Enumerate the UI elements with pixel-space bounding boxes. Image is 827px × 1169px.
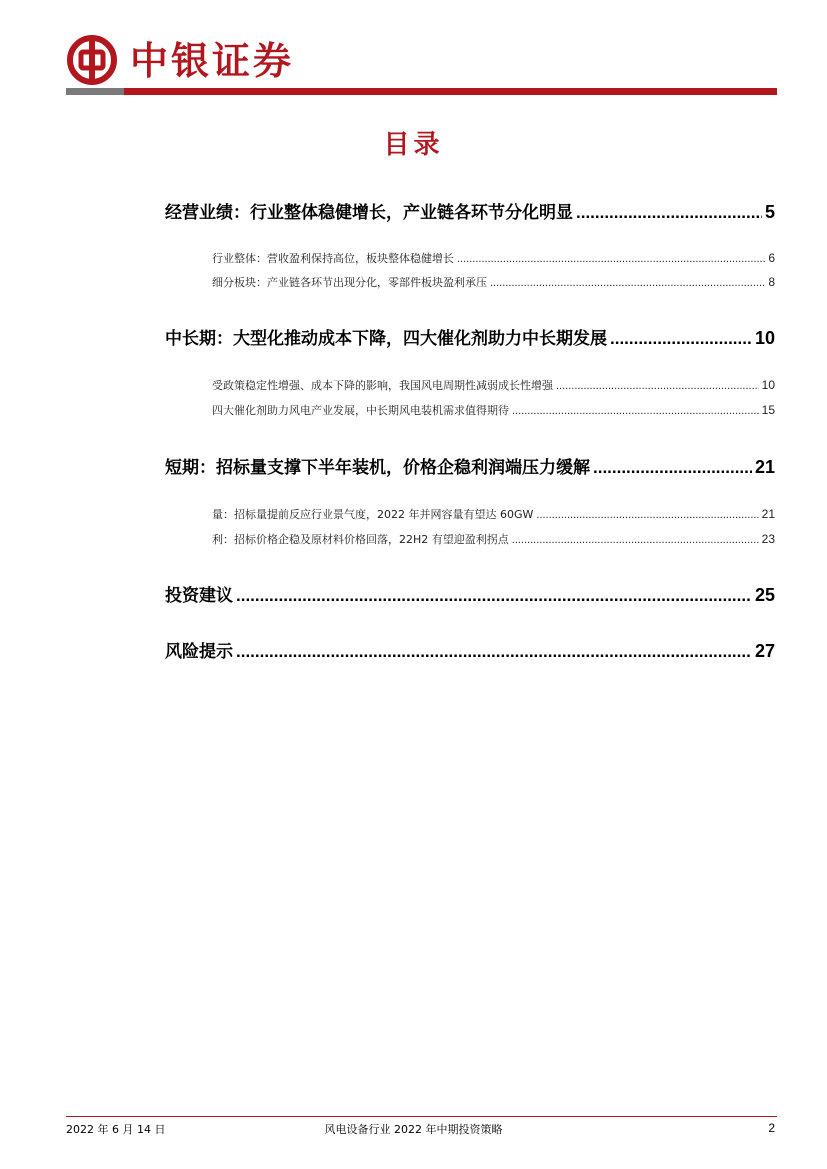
toc-entry-text: 量：招标量提前反应行业景气度，2022 年并网容量有望达 60GW <box>212 508 534 521</box>
toc-entry[interactable] <box>212 506 775 522</box>
toc-leader-dots <box>536 509 758 521</box>
toc-entry-page: 25 <box>754 585 775 605</box>
toc-entry[interactable] <box>212 402 775 418</box>
toc-entry[interactable] <box>212 274 775 290</box>
footer-date: 2022 年 6 月 14 日 <box>66 1123 166 1136</box>
toc-entry[interactable] <box>165 324 775 348</box>
footer-page-number: 2 <box>768 1121 775 1135</box>
toc-leader-dots <box>236 586 752 606</box>
toc-entry-page: 21 <box>761 507 775 521</box>
toc-leader-dots <box>556 380 759 392</box>
toc-entry[interactable] <box>165 581 775 605</box>
toc-leader-dots <box>236 642 752 662</box>
toc-entry-page: 23 <box>761 532 775 546</box>
bank-of-china-logo-icon <box>66 34 118 86</box>
brand-name: 中银证券 <box>130 38 295 83</box>
toc-entry-text: 风险提示 <box>165 642 233 662</box>
toc-entry-text: 行业整体：营收盈利保持高位，板块整体稳健增长 <box>212 252 454 265</box>
toc-entry-text: 受政策稳定性增强、成本下降的影响，我国风电周期性减弱成长性增强 <box>212 379 553 392</box>
toc-entry-page: 10 <box>761 378 775 392</box>
toc-leader-dots <box>457 253 765 265</box>
toc-entry-page: 5 <box>764 202 775 222</box>
toc-entry-text: 细分板块：产业链各环节出现分化，零部件板块盈利承压 <box>212 276 487 289</box>
toc-leader-dots <box>576 203 762 223</box>
toc-entry-page: 8 <box>768 275 775 289</box>
header-rule-red <box>124 88 777 95</box>
header-rule-gray <box>66 88 124 95</box>
toc-entry[interactable] <box>165 637 775 661</box>
toc-entry-page: 27 <box>754 641 775 661</box>
toc-entry-text: 四大催化剂助力风电产业发展，中长期风电装机需求值得期待 <box>212 404 509 417</box>
toc-entry[interactable] <box>165 453 775 477</box>
toc-entry-text: 中长期：大型化推动成本下降，四大催化剂助力中长期发展 <box>165 329 607 349</box>
toc-entry[interactable] <box>212 531 775 547</box>
toc-entry-text: 投资建议 <box>165 586 233 606</box>
toc-entry[interactable] <box>212 377 775 393</box>
toc-entry-text: 利：招标价格企稳及原材料价格回落，22H2 有望迎盈利拐点 <box>212 533 509 546</box>
toc-title: 目录 <box>383 130 444 160</box>
toc-entry-page: 6 <box>768 251 775 265</box>
toc-leader-dots <box>610 329 752 349</box>
toc-entry-text: 短期：招标量支撑下半年装机，价格企稳利润端压力缓解 <box>165 458 590 478</box>
footer-report-title: 风电设备行业 2022 年中期投资策略 <box>324 1123 503 1136</box>
toc-leader-dots <box>593 458 752 478</box>
toc-entry-page: 15 <box>761 403 775 417</box>
toc-leader-dots <box>490 277 765 289</box>
toc-entry-text: 经营业绩：行业整体稳健增长，产业链各环节分化明显 <box>165 203 573 223</box>
footer-rule <box>66 1116 777 1117</box>
toc-leader-dots <box>512 534 759 546</box>
toc-entry[interactable] <box>165 198 775 222</box>
toc-entry-page: 10 <box>754 328 775 348</box>
toc-entry[interactable] <box>212 250 775 266</box>
toc-entry-page: 21 <box>754 457 775 477</box>
toc-leader-dots <box>512 405 759 417</box>
